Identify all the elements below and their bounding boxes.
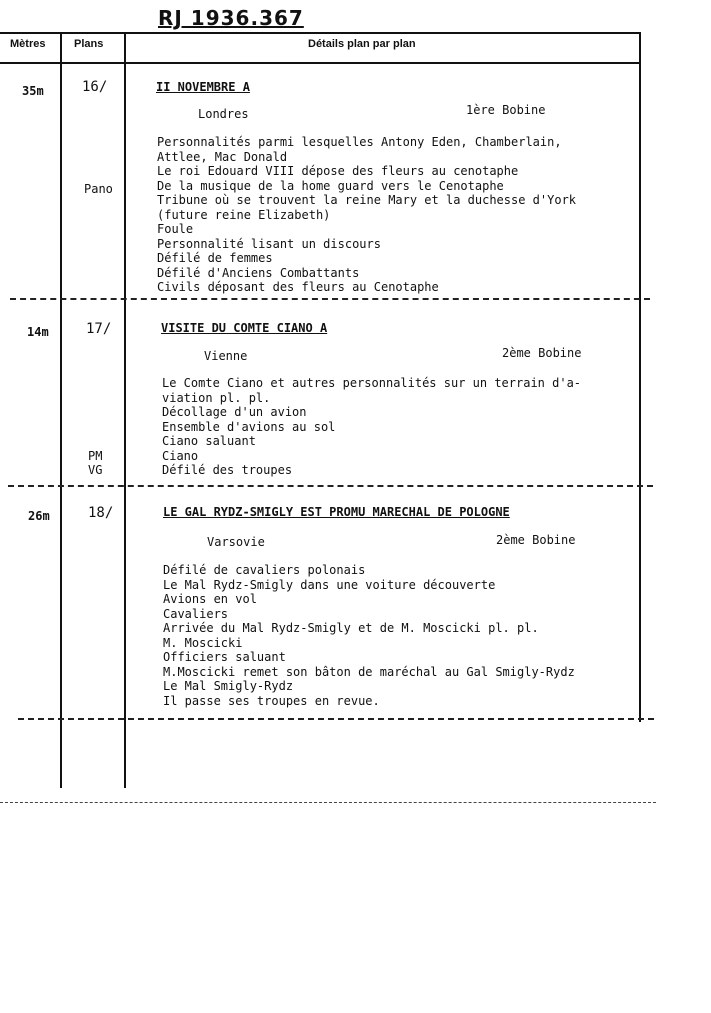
shot-line: De la musique de la home guard vers le Cenotaphe [157,178,504,193]
shot-line: Le Mal Smigly-Rydz [163,679,294,693]
section-title: II NOVEMBRE A [156,80,250,94]
shot-line: Cavaliers [163,606,229,621]
shot-line: Tribune où se trouvent la reine Mary et la duchesse d'York [157,193,577,207]
section-divider [18,718,654,720]
column-header-plans: Plans [74,38,104,50]
section-place: Vienne [204,349,248,363]
bottom-rule [0,802,656,803]
shot-line: Défilé de femmes [157,251,273,265]
section-title: LE GAL RYDZ-SMIGLY EST PROMU MARECHAL DE POLOGNE [163,505,510,519]
shot-line: Défilé des troupes [162,463,293,477]
section-plan-number: 16/ [82,79,108,95]
section-divider [10,298,650,300]
shot-line: M. Moscicki [163,635,243,650]
shot-line: M.Moscicki remet son bâton de maréchal au Gal Smigly-Rydz [163,664,575,679]
archive-reference: RJ 1936.367 [158,6,304,30]
section-plan-number: 18/ [88,505,114,521]
header-top-rule [0,32,640,34]
shot-line: Arrivée du Mal Rydz-Smigly et de M. Moscicki pl. pl. [163,621,539,635]
shot-line: Personnalités parmi lesquelles Antony Eden, Chamberlain, [157,135,562,149]
shot-line: Ciano saluant [162,434,256,448]
shot-line: Décollage d'un avion [162,405,307,419]
shot-line: Ciano [162,448,199,463]
shot-line: Civils déposant des fleurs au Cenotaphe [157,280,439,294]
section-metres: 14m [27,325,49,339]
shot-list [162,376,581,478]
section-reel: 2ème Bobine [502,346,582,360]
shot-mark: VG [88,463,103,477]
header-bottom-rule [0,62,640,64]
shot-mark: Pano [84,182,113,196]
section-metres: 26m [28,509,50,523]
column-header-details: Détails plan par plan [308,38,416,50]
shot-line: Défilé de cavaliers polonais [163,563,366,577]
section-place: Londres [198,107,249,121]
shot-line: viation pl. pl. [162,390,271,405]
section-metres: 35m [22,84,44,98]
shot-list [157,135,576,295]
column-rule-right [639,32,641,722]
shot-line: Le Comte Ciano et autres personnalités sur un terrain d'a- [162,376,582,390]
shot-line: Défilé d'Anciens Combattants [157,265,360,280]
shot-line: Le roi Edouard VIII dépose des fleurs au cenotaphe [157,164,519,178]
shot-line: Il passe ses troupes en revue. [163,693,380,708]
shot-line: Foule [157,222,194,236]
shot-line: Personnalité lisant un discours [157,236,381,251]
section-divider [8,485,653,487]
section-place: Varsovie [207,535,265,549]
shot-list [163,563,575,708]
shot-line: Avions en vol [163,592,257,606]
section-reel: 1ère Bobine [466,103,546,117]
section-reel: 2ème Bobine [496,533,576,547]
shot-line: Ensemble d'avions au sol [162,419,336,434]
column-rule-middle [124,32,126,788]
shot-line: Le Mal Rydz-Smigly dans une voiture découverte [163,577,496,592]
section-plan-number: 17/ [86,321,112,337]
shot-line: Officiers saluant [163,650,286,664]
column-rule-left [60,32,62,788]
shot-mark: PM [88,449,103,463]
shot-line: (future reine Elizabeth) [157,207,331,222]
section-title: VISITE DU COMTE CIANO A [161,321,328,335]
shot-line: Attlee, Mac Donald [157,149,288,164]
column-header-metres: Mètres [10,38,46,50]
